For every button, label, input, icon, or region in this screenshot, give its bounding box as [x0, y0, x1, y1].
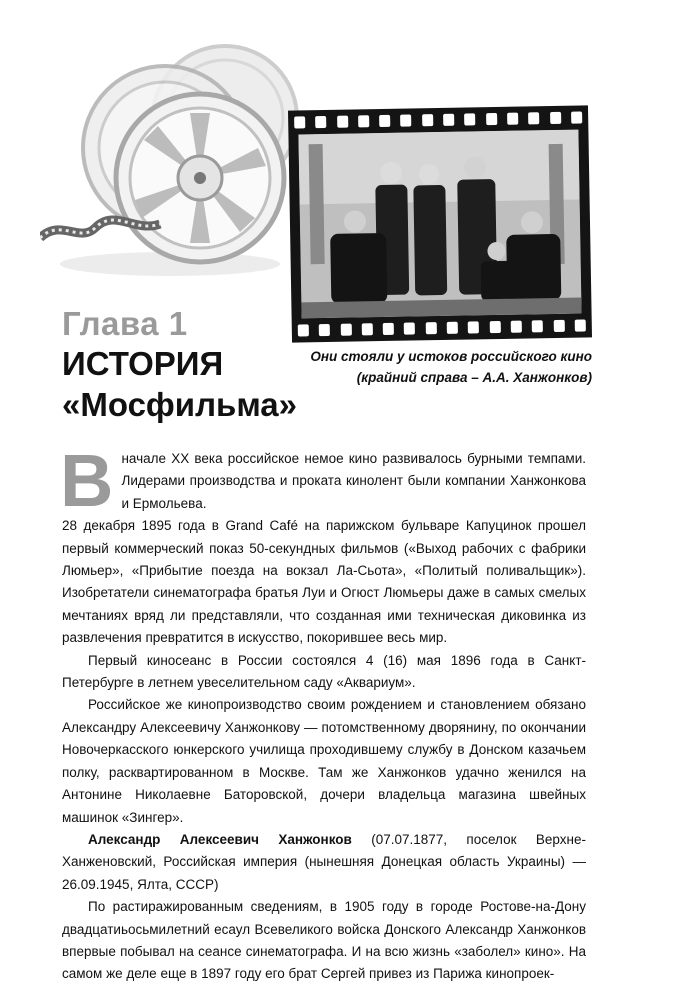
paragraph-1 [60, 439, 586, 522]
chapter-label: Глава 1 [62, 305, 188, 342]
chapter-title-line1: ИСТОРИЯ [62, 345, 224, 382]
drop-cap: В [60, 439, 114, 522]
sprocket-holes-top [294, 112, 582, 129]
paragraph-5 [62, 829, 586, 896]
chapter-title-line2: «Мосфильма» [62, 386, 298, 423]
paragraph-3: Первый киносеанс в России состоялся 4 (16) мая 1896 года в Санкт-Петербурге в летнем увеселительном саду «Аквариум». [62, 652, 586, 691]
film-reels-illustration [40, 28, 300, 278]
body-text [60, 439, 586, 986]
paragraph-6: По растиражированным сведениям, в 1905 году в городе Ростове-на-Дону двадцатиьосьмилетний есаул Всевеликого войска Донского Александр Ханжонков впервые побывал на сеансе синематографа. И на всю жизнь «заболел» кино». На самом же деле еще в 1897 году его брат Сергей привез из Парижа кинопроек- [62, 899, 586, 982]
film-strip-photo [288, 105, 592, 342]
sprocket-holes-bottom [298, 319, 586, 336]
person-bio: (07.07.1877, поселок Верхне-Ханженовский, Российская империя (нынешняя Донецкая область Украины) — 26.09.1945, Ялта, СССР) [62, 831, 586, 892]
paragraph-1-text: начале XX века российское немое кино развивалось бурными темпами. Лидерами производства и проката кинолент были компании Ханжонкова и Ермольева. [121, 451, 586, 511]
group-photo [298, 130, 581, 319]
photo-caption-line2: (крайний справа – А.А. Ханжонков) [356, 370, 592, 385]
film-reels-icon [40, 28, 300, 278]
person-name: Александр Алексеевич Ханжонков [88, 831, 352, 847]
paragraph-2: 28 декабря 1895 года в Grand Café на парижском бульваре Капуцинок прошел первый коммерческий показ 50-секундных фильмов («Выход рабочих с фабрики Люмьер», «Прибытие поезда на вокзал Ла-Сьота», «Политый поливальщик»). Изобретатели синематографа братья Луи и Огюст Люмьеры даже в самых смелых мечтаниях вряд ли представляли, что созданная ими техническая диковинка из развлечения превратится в искусство, покорившее весь мир. [62, 518, 586, 646]
chapter-title [62, 343, 297, 425]
paragraph-4: Российское же кинопроизводство своим рождением и становлением обязано Александру Алексеевичу Ханжонкову — потомственному дворянину, по окончании Новочеркасского юнкерского училища проходившему службу в Донском казачьем полку, расквартированном в Москве. Там же Ханжонков удачно женился на Антонине Николаевне Баторовской, дочери владельца магазина швейных машинок «Зингер». [62, 697, 586, 825]
photo-caption-line1: Они стояли у истоков российского кино [310, 349, 592, 364]
front-reel [116, 94, 284, 262]
photo-caption [272, 346, 592, 388]
